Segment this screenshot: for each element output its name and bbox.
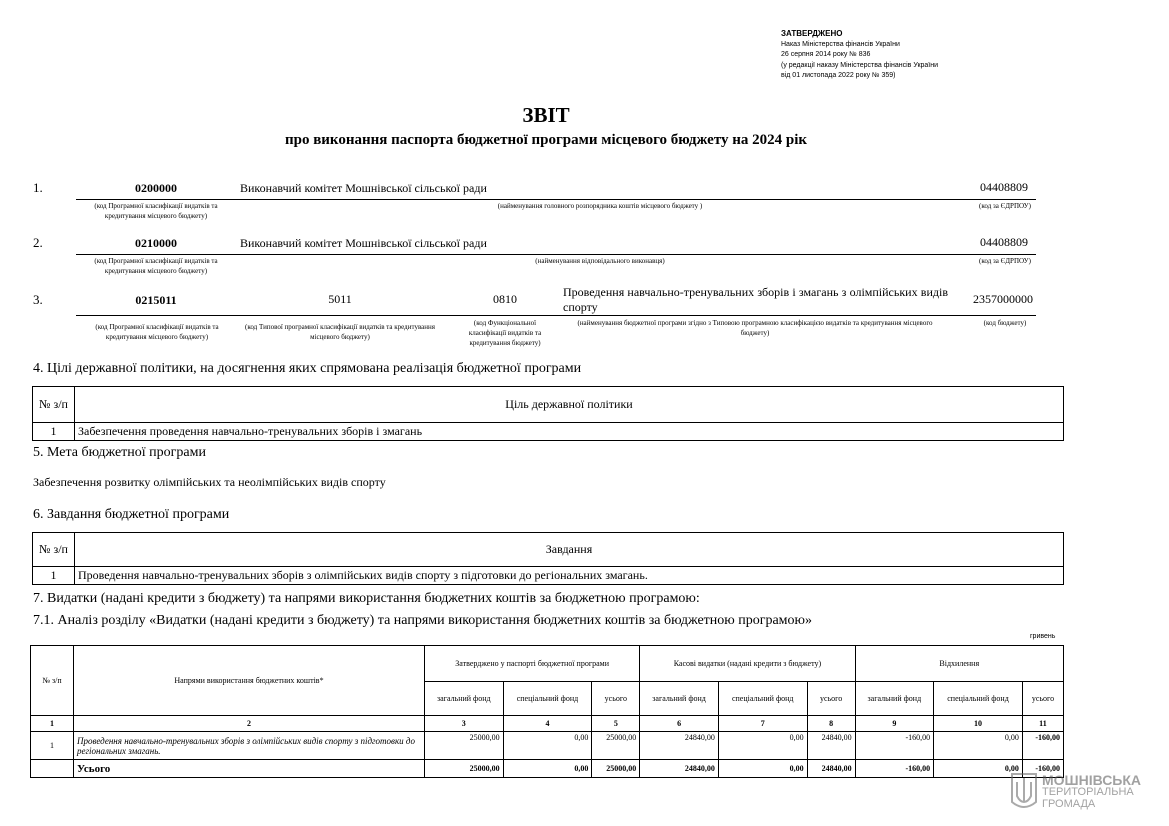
header-general-fund: загальний фонд [640, 682, 719, 716]
column-number: 9 [855, 716, 934, 732]
community-watermark [1010, 772, 1141, 812]
total-row [31, 760, 1064, 778]
column-number: 5 [592, 716, 640, 732]
section5-text: Забезпечення розвитку олімпійських та неолімпійських видів спорту [33, 475, 386, 489]
total-label: Усього [74, 760, 425, 778]
total-value: -160,00 [1022, 760, 1063, 778]
section4-title: 4. Цілі державної політики, на досягнення яких спрямована реалізація бюджетної програми [33, 361, 582, 376]
approval-title: ЗАТВЕРДЖЕНО [781, 29, 843, 38]
total-value: 25000,00 [425, 760, 504, 778]
column-number: 1 [31, 716, 74, 732]
expenses-table [30, 645, 1064, 778]
row2-code-caption: (код Програмної класифікації видатків та кредитування місцевого бюджету) [94, 257, 218, 275]
column-number: 2 [74, 716, 425, 732]
header-special-fund: спеціальний фонд [718, 682, 807, 716]
total-value: 0,00 [934, 760, 1023, 778]
table-row [33, 423, 1064, 441]
row3-program-name: Проведення навчально-тренувальних зборів і змагань з олімпійських видів спорту [563, 285, 948, 314]
approval-line: Наказ Міністерства фінансів України [781, 40, 900, 48]
row1-number: 1. [33, 180, 43, 195]
approval-line: від 01 листопада 2022 року № 359) [781, 72, 896, 79]
row2-name: Виконавчий комітет Мошнівської сільської ради [240, 236, 487, 250]
header-total: усього [592, 682, 640, 716]
expenses-header-cash: Касові видатки (надані кредити з бюджету) [640, 646, 855, 682]
row3-budget-code: 2357000000 [973, 292, 1033, 306]
expenses-header-deviation: Відхилення [855, 646, 1063, 682]
expense-value: 24840,00 [807, 732, 855, 760]
header-total: усього [1022, 682, 1063, 716]
row2-code: 0210000 [135, 236, 177, 250]
section5-title: 5. Мета бюджетної програми [33, 445, 206, 460]
row2-name-caption: (найменування відповідального виконавця) [535, 257, 665, 265]
total-value: 24840,00 [807, 760, 855, 778]
row3-underline [76, 315, 1036, 316]
column-number-row [31, 716, 1064, 732]
row3-number: 3. [33, 292, 43, 307]
header-total: усього [807, 682, 855, 716]
table-row [31, 732, 1064, 760]
row2-number: 2. [33, 235, 43, 250]
row1-code: 0200000 [135, 181, 177, 195]
header-special-fund: спеціальний фонд [934, 682, 1023, 716]
tasks-table [32, 532, 1064, 585]
header-special-fund: спеціальний фонд [503, 682, 592, 716]
total-value: -160,00 [855, 760, 934, 778]
row3-typical-code: 5011 [328, 292, 352, 306]
column-number: 10 [934, 716, 1023, 732]
column-number: 11 [1022, 716, 1063, 732]
expense-value: 24840,00 [640, 732, 719, 760]
report-subtitle: про виконання паспорта бюджетної програми місцевого бюджету на 2024 рік [284, 132, 808, 148]
total-row-empty [31, 760, 74, 778]
goals-row-num: 1 [33, 423, 75, 441]
total-value: 24840,00 [640, 760, 719, 778]
row1-code-caption: (код Програмної класифікації видатків та кредитування місцевого бюджету) [94, 202, 218, 220]
unit-label: гривень [1030, 633, 1056, 640]
row3-name-caption: (найменування бюджетної програми згідно з Типовою програмною класифікацією видатків та кредитування місцевого бюджету) [577, 319, 933, 337]
tasks-header-task: Завдання [75, 533, 1064, 567]
watermark-line: ТЕРИТОРІАЛЬНА [1042, 786, 1134, 798]
tasks-row-num: 1 [33, 567, 75, 585]
column-number: 6 [640, 716, 719, 732]
total-value: 0,00 [718, 760, 807, 778]
trident-icon [1010, 772, 1038, 812]
expenses-header-approved: Затверджено у паспорті бюджетної програми [425, 646, 640, 682]
goals-header-goal: Ціль державної політики [75, 387, 1064, 423]
column-number: 8 [807, 716, 855, 732]
watermark-line: ГРОМАДА [1042, 798, 1096, 810]
row1-name: Виконавчий комітет Мошнівської сільської ради [240, 181, 487, 195]
approval-line: (у редакції наказу Міністерства фінансів України [781, 61, 939, 69]
section6-title: 6. Завдання бюджетної програми [33, 507, 230, 522]
approval-line: 26 серпня 2014 року № 836 [781, 51, 871, 58]
row3-budget-caption: (код бюджету) [983, 319, 1027, 327]
row3-code-caption: (код Програмної класифікації видатків та кредитування місцевого бюджету) [95, 323, 219, 341]
expense-value: -160,00 [1022, 732, 1063, 760]
section7-subtitle: 7.1. Аналіз розділу «Видатки (надані кредити з бюджету) та напрями використання бюджетних коштів за бюджетною програмою» [33, 613, 813, 628]
goals-header-num: № з/п [33, 387, 75, 423]
row1-name-caption: (найменування головного розпорядника коштів місцевого бюджету ) [497, 202, 703, 210]
total-value: 0,00 [503, 760, 592, 778]
header-general-fund: загальний фонд [855, 682, 934, 716]
column-number: 7 [718, 716, 807, 732]
row1-edrpou: 04408809 [980, 180, 1028, 194]
tasks-header-num: № з/п [33, 533, 75, 567]
section7-title: 7. Видатки (надані кредити з бюджету) та напрями використання бюджетних коштів за бюджетною програмою: [33, 591, 700, 606]
row2-underline [76, 254, 1036, 255]
table-row [33, 567, 1064, 585]
expense-value: 0,00 [934, 732, 1023, 760]
column-number: 3 [425, 716, 504, 732]
expenses-header-direction: Напрями використання бюджетних коштів* [74, 646, 425, 716]
expense-row-num: 1 [31, 732, 74, 760]
total-value: 25000,00 [592, 760, 640, 778]
row3-typical-caption: (код Типової програмної класифікації видатків та кредитування місцевого бюджету) [245, 323, 435, 341]
goals-row-text: Забезпечення проведення навчально-тренувальних зборів і змагань [75, 423, 1064, 441]
expense-value: 25000,00 [425, 732, 504, 760]
expense-row-text: Проведення навчально-тренувальних зборів з олімпійських видів спорту з підготовки до регіональних змагань. [74, 732, 425, 760]
tasks-row-text: Проведення навчально-тренувальних зборів з олімпійських видів спорту з підготовки до регіональних змагань. [75, 567, 1064, 585]
row2-edrpou-caption: (код за ЄДРПОУ) [979, 257, 1031, 265]
expense-value: 0,00 [718, 732, 807, 760]
column-number: 4 [503, 716, 592, 732]
row3-functional-caption: (код Функціональної класифікації видатків та кредитування бюджету) [468, 319, 542, 347]
approval-block [781, 29, 938, 82]
report-title: ЗВІТ [522, 103, 570, 127]
expense-value: 0,00 [503, 732, 592, 760]
goals-table [32, 386, 1064, 441]
watermark-line: МОШНІВСЬКА [1042, 772, 1142, 788]
expense-value: 25000,00 [592, 732, 640, 760]
row3-functional-code: 0810 [493, 292, 517, 306]
expenses-header-num: № з/п [31, 646, 74, 716]
row2-edrpou: 04408809 [980, 235, 1028, 249]
header-general-fund: загальний фонд [425, 682, 504, 716]
row1-edrpou-caption: (код за ЄДРПОУ) [979, 202, 1031, 210]
row3-code: 0215011 [135, 293, 177, 307]
row1-underline [76, 199, 1036, 200]
expense-value: -160,00 [855, 732, 934, 760]
